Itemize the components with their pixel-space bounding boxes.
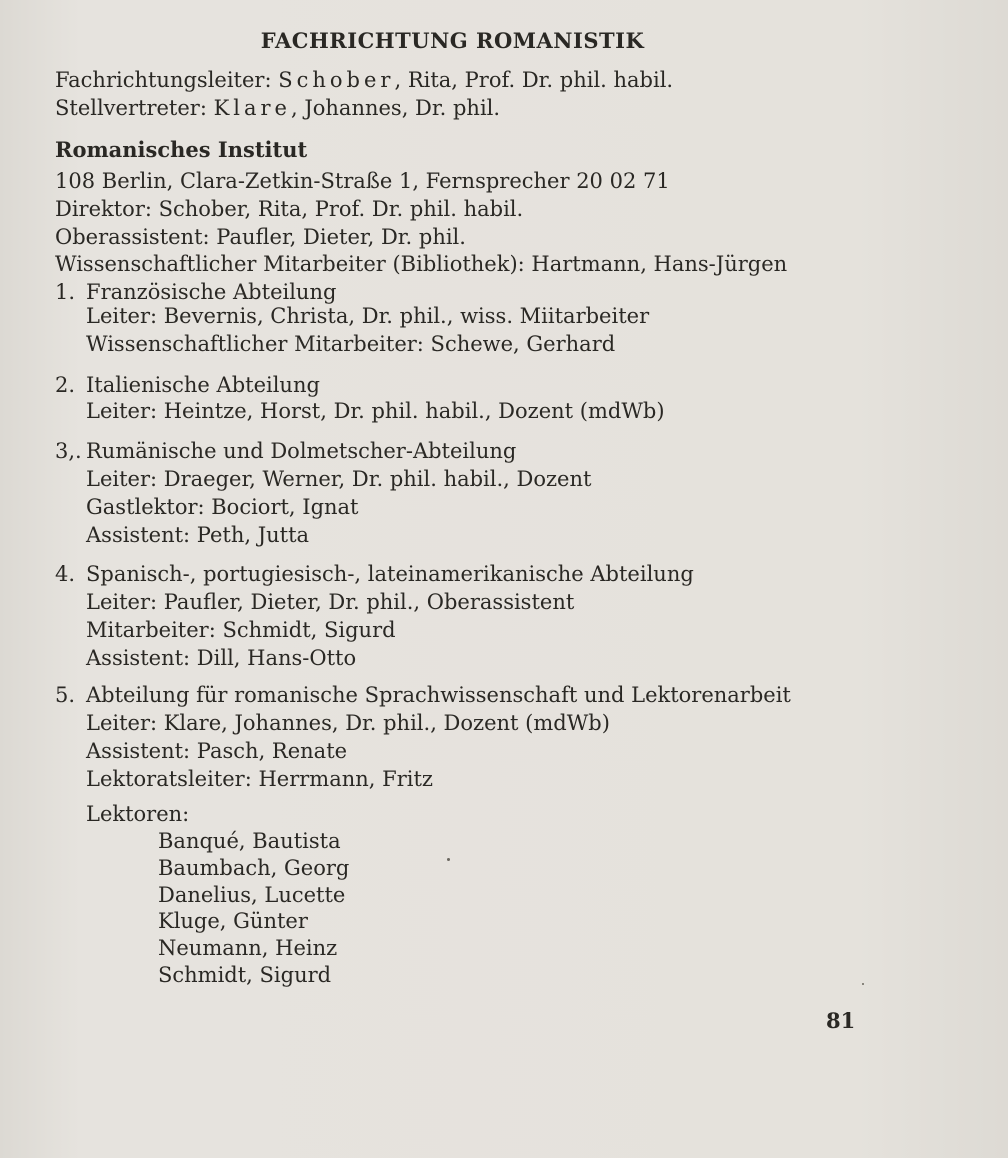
department-title [55, 560, 694, 588]
department-staff: Assistent: Dill, Hans-Otto [86, 646, 357, 670]
department-title-text: Italienische Abteilung [86, 373, 320, 397]
department-number: 1. [55, 280, 76, 304]
department-staff: Assistent: Pasch, Renate [86, 739, 348, 763]
stellvertreter-line [55, 94, 500, 122]
stellvertreter-details: , Johannes, Dr. phil. [291, 96, 501, 120]
lektor-name: Kluge, Günter [158, 909, 308, 933]
department-staff: Leiter: Draeger, Werner, Dr. phil. habil., Dozent [86, 467, 592, 491]
lektor-name: Neumann, Heinz [158, 936, 338, 960]
department-staff: Leiter: Bevernis, Christa, Dr. phil., wiss. Miitarbeiter [86, 304, 650, 328]
department-number: 2. [55, 373, 76, 397]
lektor-name: Schmidt, Sigurd [158, 963, 332, 987]
paper-speck [862, 983, 864, 985]
department-staff: Leiter: Klare, Johannes, Dr. phil., Dozent (mdWb) [86, 711, 610, 735]
fachrichtungsleiter-details: , Rita, Prof. Dr. phil. habil. [394, 68, 674, 92]
fachrichtungsleiter-name: Schober [278, 68, 395, 92]
institute-title: Romanisches Institut [55, 137, 308, 162]
stellvertreter-label: Stellvertreter: [55, 96, 207, 120]
fachrichtungsleiter-label: Fachrichtungsleiter: [55, 68, 272, 92]
department-staff: Lektoratsleiter: Herrmann, Fritz [86, 767, 433, 791]
institute-bibliothek: Wissenschaftlicher Mitarbeiter (Bibliothek): Hartmann, Hans-Jürgen [55, 252, 788, 276]
department-title [55, 437, 516, 465]
institute-oberassistent: Oberassistent: Paufler, Dieter, Dr. phil. [55, 225, 466, 249]
department-title-text: Französische Abteilung [86, 280, 337, 304]
department-title-text: Rumänische und Dolmetscher-Abteilung [86, 439, 517, 463]
department-staff: Mitarbeiter: Schmidt, Sigurd [86, 618, 396, 642]
department-staff: Wissenschaftlicher Mitarbeiter: Schewe, Gerhard [86, 332, 616, 356]
department-number: 5. [55, 683, 76, 707]
paper-speck [447, 858, 450, 861]
department-title [55, 371, 320, 399]
department-number: 4. [55, 562, 76, 586]
department-staff: Leiter: Heintze, Horst, Dr. phil. habil., Dozent (mdWb) [86, 399, 665, 423]
lektoren-label: Lektoren: [86, 802, 190, 826]
department-title-text: Abteilung für romanische Sprachwissenschaft und Lektorenarbeit [86, 683, 791, 707]
page-number: 81 [826, 1008, 856, 1033]
institute-direktor: Direktor: Schober, Rita, Prof. Dr. phil. habil. [55, 197, 524, 221]
fachrichtungsleiter-line [55, 66, 673, 94]
department-number: 3,. [55, 439, 82, 463]
department-title-text: Spanisch-, portugiesisch-, lateinamerikanische Abteilung [86, 562, 694, 586]
department-title [55, 681, 791, 709]
department-staff: Gastlektor: Bociort, Ignat [86, 495, 359, 519]
lektor-name: Baumbach, Georg [158, 856, 350, 880]
stellvertreter-name: Klare [213, 96, 291, 120]
department-staff: Leiter: Paufler, Dieter, Dr. phil., Oberassistent [86, 590, 575, 614]
department-staff: Assistent: Peth, Jutta [86, 523, 310, 547]
lektor-name: Banqué, Bautista [158, 829, 341, 853]
institute-address: 108 Berlin, Clara-Zetkin-Straße 1, Fernsprecher 20 02 71 [55, 169, 670, 193]
page-heading: FACHRICHTUNG ROMANISTIK [260, 28, 645, 53]
lektor-name: Danelius, Lucette [158, 883, 346, 907]
